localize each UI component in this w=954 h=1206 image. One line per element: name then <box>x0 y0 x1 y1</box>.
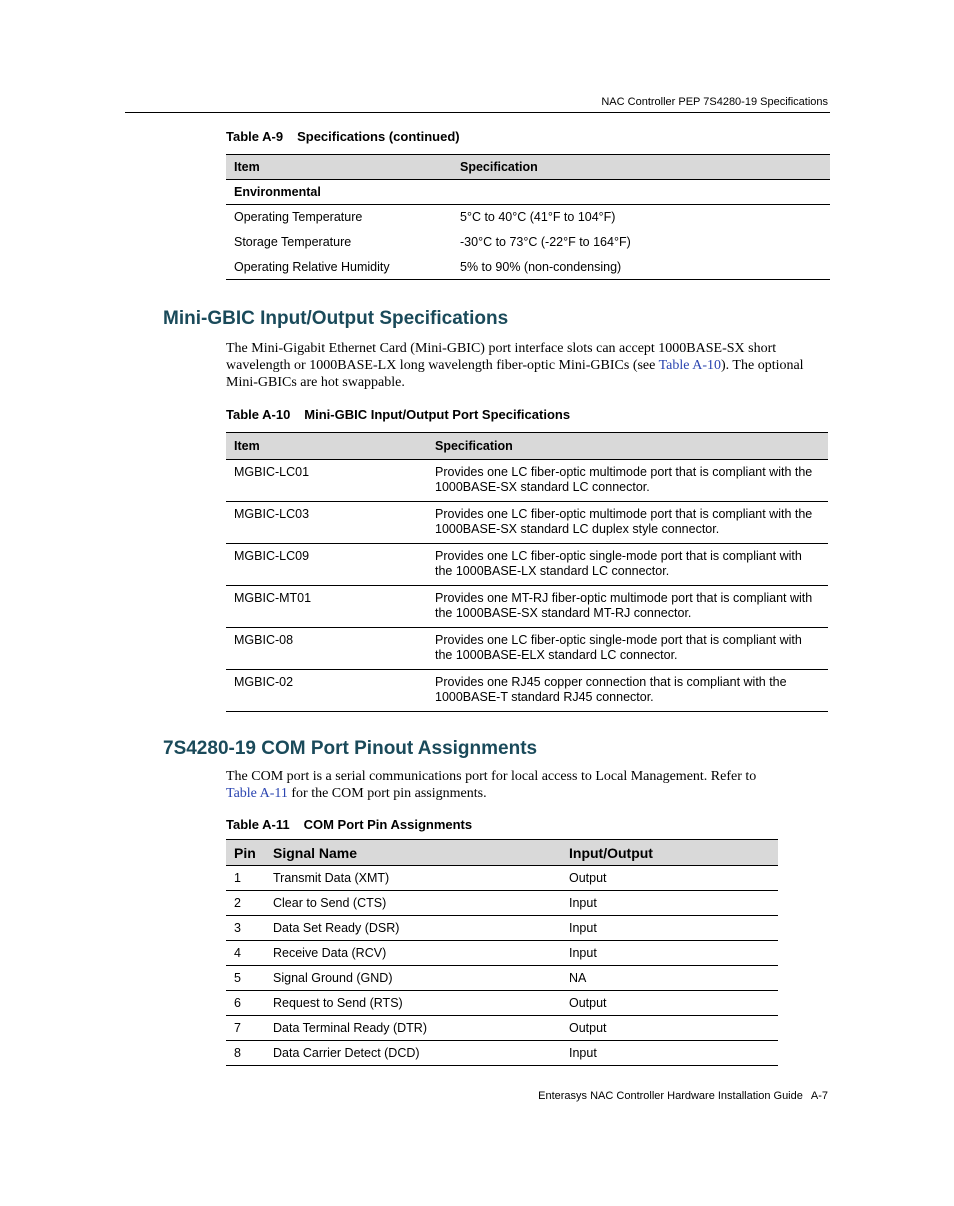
table-a11-signal: Data Set Ready (DSR) <box>273 921 400 935</box>
table-a11-io: Output <box>569 871 607 885</box>
table-a10-spec-line: Provides one RJ45 copper connection that is compliant with the <box>435 675 787 689</box>
table-a11-pin: 3 <box>234 921 241 935</box>
table-a10-spec-line: 1000BASE-SX standard LC duplex style connector. <box>435 522 720 536</box>
table-a11-caption-title: COM Port Pin Assignments <box>303 817 473 832</box>
table-a11-signal: Data Carrier Detect (DCD) <box>273 1046 420 1060</box>
header-rule <box>125 112 830 113</box>
table-a11-io: Input <box>569 946 597 960</box>
table-a10-spec <box>427 502 828 544</box>
table-a11-io: Input <box>569 1046 597 1060</box>
mini-gbic-paragraph-text: The Mini-Gigabit Ethernet Card (Mini-GBIC) port interface slots can accept 1000BASE-SX short wavelength or 1000BASE-LX long wavelength fiber-optic Mini-GBICs (see <box>226 341 777 373</box>
table-a10-spec-line: Provides one LC fiber-optic multimode port that is compliant with the <box>435 465 813 479</box>
table-a9-header-row <box>226 155 830 180</box>
table-a11-io: Input <box>569 896 597 910</box>
table-a11-pin: 5 <box>234 971 241 985</box>
table-a10-spec-line: the 1000BASE-LX standard LC connector. <box>435 564 670 578</box>
table-row <box>226 544 828 586</box>
footer-guide-title: Enterasys NAC Controller Hardware Installation Guide <box>538 1090 803 1102</box>
table-a10-spec-line: Provides one LC fiber-optic single-mode port that is compliant with <box>435 633 802 647</box>
table-a9-item: Operating Temperature <box>234 210 363 225</box>
table-a9-col-spec: Specification <box>452 155 830 180</box>
table-a10-spec-line: 1000BASE-T standard RJ45 connector. <box>435 690 654 704</box>
table-a11-pin: 4 <box>234 946 241 960</box>
table-a9-spec: 5% to 90% (non-condensing) <box>460 259 622 274</box>
table-a10-spec-line: Provides one LC fiber-optic multimode port that is compliant with the <box>435 507 813 521</box>
table-a11-signal: Request to Send (RTS) <box>273 996 403 1010</box>
table-row <box>226 866 778 891</box>
table-a11-pin: 2 <box>234 896 241 910</box>
table-a10-header-row <box>226 433 828 460</box>
table-a11-link[interactable]: Table A-11 <box>226 786 288 801</box>
table-row <box>226 586 828 628</box>
table-a11-io: NA <box>569 971 587 985</box>
table-a9-col-item: Item <box>226 155 452 180</box>
table-a11-caption <box>226 817 472 832</box>
table-a10-item: MGBIC-LC01 <box>234 465 310 479</box>
table-a10-spec <box>427 628 828 670</box>
table-a9-spec: 5°C to 40°C (41°F to 104°F) <box>460 210 616 225</box>
table-a10-caption-number: Table A-10 <box>226 407 291 422</box>
table-a10 <box>226 432 828 712</box>
table-a10-caption-title: Mini-GBIC Input/Output Port Specifications <box>304 407 571 422</box>
table-a10-item: MGBIC-LC03 <box>234 507 310 521</box>
table-a11-header-row <box>226 840 778 866</box>
table-a11-io: Output <box>569 1021 607 1035</box>
table-a11 <box>226 839 778 1066</box>
table-a10-spec-line: Provides one LC fiber-optic single-mode port that is compliant with <box>435 549 802 563</box>
table-row <box>226 966 778 991</box>
table-a9-group-row <box>226 180 830 205</box>
section-title-com-port: 7S4280-19 COM Port Pinout Assignments <box>163 738 538 759</box>
table-a10-spec <box>427 670 828 712</box>
table-row <box>226 991 778 1016</box>
table-a10-spec-line: the 1000BASE-ELX standard LC connector. <box>435 648 678 662</box>
table-a11-col-io: Input/Output <box>561 840 778 866</box>
com-port-paragraph-text: The COM port is a serial communications port for local access to Local Management. Refer to <box>226 769 757 784</box>
table-a10-spec <box>427 544 828 586</box>
table-a9-caption-title: Specifications (continued) <box>297 129 460 144</box>
table-a11-pin: 6 <box>234 996 241 1010</box>
table-a10-spec-line: the 1000BASE-SX standard MT-RJ connector. <box>435 606 692 620</box>
table-a9-caption-number: Table A-9 <box>226 129 284 144</box>
table-a11-col-signal: Signal Name <box>265 840 561 866</box>
table-row <box>226 205 830 230</box>
table-row <box>226 670 828 712</box>
table-a11-signal: Receive Data (RCV) <box>273 946 387 960</box>
table-row <box>226 230 830 255</box>
mini-gbic-paragraph <box>226 340 822 391</box>
table-a10-spec-line: 1000BASE-SX standard LC connector. <box>435 480 650 494</box>
section-title-mini-gbic: Mini-GBIC Input/Output Specifications <box>163 308 509 329</box>
table-a10-link[interactable]: Table A-10 <box>658 358 722 373</box>
table-a11-io: Input <box>569 921 597 935</box>
page-footer <box>538 1090 828 1102</box>
table-row <box>226 628 828 670</box>
table-a11-signal: Clear to Send (CTS) <box>273 896 387 910</box>
table-a11-signal: Transmit Data (XMT) <box>273 871 390 885</box>
table-a9-item: Operating Relative Humidity <box>234 259 390 274</box>
table-a10-spec <box>427 586 828 628</box>
table-a11-pin: 1 <box>234 871 241 885</box>
table-a11-col-pin: Pin <box>226 840 265 866</box>
table-row <box>226 916 778 941</box>
table-a10-spec <box>427 460 828 502</box>
table-row <box>226 941 778 966</box>
table-a11-pin: 8 <box>234 1046 241 1060</box>
table-a9-item: Storage Temperature <box>234 235 352 249</box>
mini-gbic-paragraph-text-end: ). The optional Mini-GBICs are hot swappable. <box>226 358 804 390</box>
table-a11-signal: Data Terminal Ready (DTR) <box>273 1021 427 1035</box>
table-a10-spec-line: Provides one MT-RJ fiber-optic multimode port that is compliant with <box>435 591 813 605</box>
table-a10-col-item: Item <box>226 433 427 460</box>
table-a11-io: Output <box>569 996 607 1010</box>
table-a10-item: MGBIC-02 <box>234 675 294 689</box>
table-row <box>226 1016 778 1041</box>
table-a11-pin: 7 <box>234 1021 241 1035</box>
table-row <box>226 255 830 280</box>
table-a11-signal: Signal Ground (GND) <box>273 971 393 985</box>
table-a9-caption <box>226 129 460 144</box>
running-header: NAC Controller PEP 7S4280-19 Specifications <box>601 96 828 108</box>
table-row <box>226 1041 778 1066</box>
table-a11-caption-number: Table A-11 <box>226 817 290 832</box>
table-a10-col-spec: Specification <box>427 433 828 460</box>
table-row <box>226 460 828 502</box>
table-row <box>226 891 778 916</box>
table-a9 <box>226 154 830 280</box>
page-number: A-7 <box>810 1090 828 1102</box>
table-a10-item: MGBIC-08 <box>234 633 294 647</box>
table-row <box>226 502 828 544</box>
com-port-paragraph-text-end: for the COM port pin assignments. <box>287 786 487 801</box>
table-a9-spec: -30°C to 73°C (-22°F to 164°F) <box>460 235 631 249</box>
table-a10-item: MGBIC-LC09 <box>234 549 310 563</box>
table-a10-caption <box>226 407 570 422</box>
table-a9-group-label: Environmental <box>234 185 321 199</box>
com-port-paragraph <box>226 768 826 802</box>
table-a10-item: MGBIC-MT01 <box>234 591 312 605</box>
